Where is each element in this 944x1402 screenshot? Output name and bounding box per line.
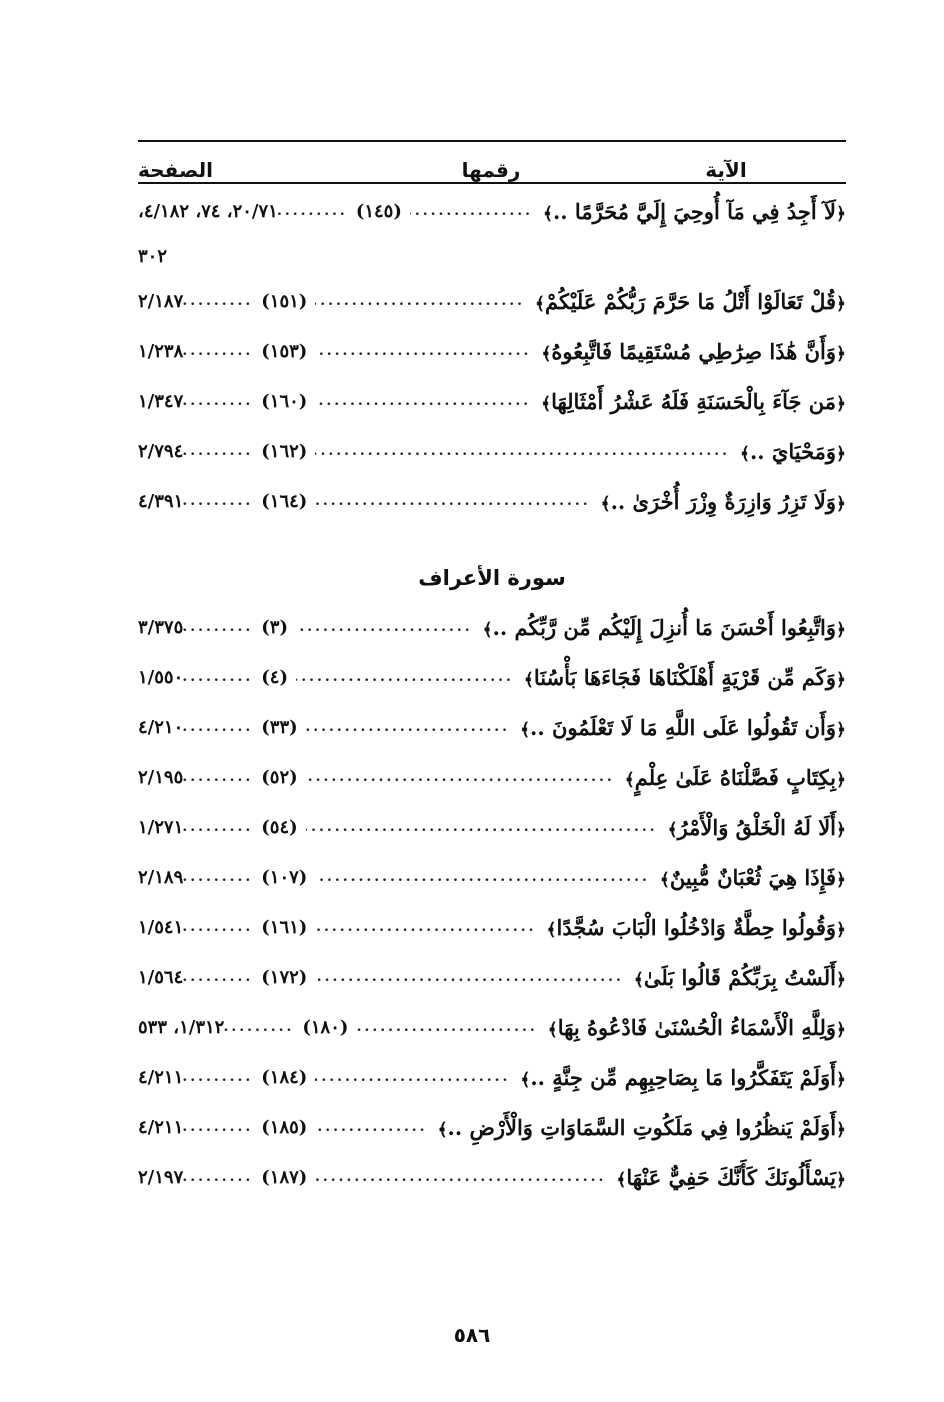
- verse-words: وَلَا تَزِرُ وَازِرَةٌ وِزْرَ أُخْرَىٰ ..: [610, 488, 837, 514]
- leader-dots: [306, 769, 615, 785]
- bracket-close-icon: ﴾: [624, 769, 635, 790]
- verse-number: (١٦٠): [261, 390, 308, 412]
- verse-words: وَاتَّبِعُوا أَحْسَنَ مَا أُنزِلَ إِلَيْكُم مِّن رَّبِّكُم ..: [492, 614, 837, 640]
- verse-text: [473, 615, 846, 640]
- leader-dots: [315, 293, 525, 309]
- verse-number: (١٥٣): [261, 340, 308, 362]
- verse-number: (١٨٧): [261, 1166, 308, 1188]
- page-number: ٥٨٦: [453, 1323, 491, 1347]
- verse-text: [533, 199, 846, 224]
- page-reference: ٤/٢١١: [138, 1116, 184, 1138]
- bracket-open-icon: ﴿: [836, 869, 846, 890]
- verse-number: (١٦١): [261, 916, 308, 938]
- verse-words: قُلْ تَعَالَوْا أَتْلُ مَا حَرَّمَ رَبُّكُمْ عَلَيْكُمْ: [545, 288, 837, 314]
- bracket-close-icon: ﴾: [546, 919, 557, 940]
- verse-words: أَلَا لَهُ الْخَلْقُ وَالْأَمْرُ: [677, 814, 837, 840]
- page-reference: ٤/٢١١: [138, 1066, 184, 1088]
- verse-text: [531, 389, 846, 414]
- verse-text: [538, 1015, 846, 1040]
- bracket-open-icon: ﴿: [836, 1169, 846, 1190]
- bracket-open-icon: ﴿: [836, 769, 846, 790]
- verse-number: (٥٢): [261, 766, 298, 788]
- verse-text: [510, 715, 846, 740]
- leader-dots: [410, 203, 533, 219]
- bracket-open-icon: ﴿: [836, 203, 846, 224]
- index-row: [138, 1002, 846, 1052]
- index-row: [138, 476, 846, 526]
- header-page: الصفحة: [138, 158, 214, 182]
- verse-text: [606, 1165, 846, 1190]
- index-row: [138, 186, 846, 236]
- index-row: [138, 276, 846, 326]
- leader-dots: [183, 1069, 253, 1085]
- index-section: [138, 566, 846, 1202]
- leader-dots: [183, 393, 253, 409]
- verse-number: (١٦٤): [261, 490, 308, 512]
- bracket-close-icon: ﴾: [600, 493, 611, 514]
- bracket-close-icon: ﴾: [740, 443, 750, 464]
- bracket-open-icon: ﴿: [836, 493, 846, 514]
- bracket-open-icon: ﴿: [836, 919, 846, 940]
- leader-dots: [315, 1069, 510, 1085]
- header-verse: الآية: [705, 158, 747, 182]
- bracket-close-icon: ﴾: [541, 343, 552, 364]
- verse-text: [531, 339, 846, 364]
- page-reference: ١/٣٤٧: [138, 390, 184, 412]
- leader-dots: [183, 1119, 253, 1135]
- verse-number: (١٨٠): [302, 1016, 349, 1038]
- table-header: [138, 142, 846, 184]
- verse-text: [624, 965, 846, 990]
- verse-words: أَوَلَمْ يَنظُرُوا فِي مَلَكُوتِ السَّمَاوَاتِ وَالْأَرْضِ ..: [447, 1114, 837, 1140]
- leader-dots: [183, 1169, 253, 1185]
- leader-dots: [296, 669, 514, 685]
- bracket-open-icon: ﴿: [836, 393, 846, 414]
- leader-dots: [306, 719, 510, 735]
- bracket-close-icon: ﴾: [543, 203, 553, 224]
- index-row: [138, 802, 846, 852]
- leader-dots: [315, 969, 624, 985]
- verse-words: لَآ أَجِدُ فِي مَآ أُوحِيَ إِلَيَّ مُحَرَّمًا ..: [552, 198, 837, 224]
- surah-title: سورة الأعراف: [418, 566, 566, 590]
- bracket-open-icon: ﴿: [836, 1119, 846, 1140]
- bracket-close-icon: ﴾: [520, 719, 531, 740]
- verse-words: وَمَحْيَايَ ..: [749, 438, 837, 464]
- page-reference: ١/٢٣٨: [138, 340, 184, 362]
- leader-dots: [356, 1019, 537, 1035]
- page-reference: ٤/٣٩١: [138, 490, 184, 512]
- bracket-close-icon: ﴾: [541, 393, 552, 414]
- index-row: [138, 852, 846, 902]
- leader-dots: [183, 819, 253, 835]
- page-reference: ١/٥٦٤: [138, 966, 184, 988]
- verse-words: فَإِذَا هِيَ ثُعْبَانٌ مُّبِينٌ: [669, 864, 837, 890]
- leader-dots: [315, 493, 590, 509]
- bracket-close-icon: ﴾: [437, 1119, 448, 1140]
- verse-words: وَأَنَّ هَٰذَا صِرَٰطِي مُسْتَقِيمًا فَاتَّبِعُوهُ: [551, 338, 837, 364]
- verse-number: (٤): [261, 666, 288, 688]
- leader-dots: [183, 619, 253, 635]
- index-row: [138, 602, 846, 652]
- page-reference: ٣/٣٧٥: [138, 616, 184, 638]
- index-sections: [138, 186, 846, 1202]
- bracket-open-icon: ﴿: [836, 719, 846, 740]
- index-row: [138, 326, 846, 376]
- index-row: [138, 1152, 846, 1202]
- leader-dots: [183, 343, 253, 359]
- verse-text: [615, 765, 846, 790]
- verse-words: وَأَن تَقُولُوا عَلَى اللَّهِ مَا لَا تَعْلَمُونَ ..: [530, 714, 837, 740]
- verse-number: (١٥١): [261, 290, 308, 312]
- verse-number: (١٨٥): [261, 1116, 308, 1138]
- bracket-close-icon: ﴾: [547, 1019, 558, 1040]
- page-reference: ١/٣١٢، ٥٣٣: [138, 1016, 225, 1038]
- verse-text: [650, 865, 846, 890]
- bracket-open-icon: ﴿: [836, 293, 846, 314]
- leader-dots: [315, 869, 650, 885]
- page-reference: ١/٢٧١: [138, 816, 184, 838]
- verse-number: (١٨٤): [261, 1066, 308, 1088]
- bracket-open-icon: ﴿: [836, 619, 846, 640]
- verse-text: [514, 665, 846, 690]
- leader-dots: [183, 719, 253, 735]
- leader-dots: [296, 619, 473, 635]
- bracket-open-icon: ﴿: [836, 1069, 846, 1090]
- bracket-close-icon: ﴾: [633, 969, 644, 990]
- verse-number: (١٠٧): [261, 866, 308, 888]
- bracket-open-icon: ﴿: [836, 969, 846, 990]
- index-row: [138, 952, 846, 1002]
- verse-number: (٣): [261, 616, 288, 638]
- verse-text: [658, 815, 846, 840]
- bracket-close-icon: ﴾: [523, 669, 534, 690]
- verse-words: يَسْأَلُونَكَ كَأَنَّكَ حَفِيٌّ عَنْهَا: [626, 1164, 837, 1190]
- verse-text: [525, 289, 846, 314]
- page-reference: ٢٠/٧١، ٧٤، ٤/١٨٢،: [138, 200, 278, 222]
- verse-number: (١٤٥): [355, 200, 402, 222]
- page-reference: ٢/١٩٥: [138, 766, 184, 788]
- leader-dots: [183, 443, 253, 459]
- leader-dots: [315, 1119, 427, 1135]
- page-reference-continued: ٣٠٢: [138, 245, 168, 267]
- verse-text: [510, 1065, 846, 1090]
- leader-dots: [315, 919, 536, 935]
- index-row: [138, 376, 846, 426]
- index-row: [138, 426, 846, 476]
- leader-dots: [315, 393, 531, 409]
- verse-words: وَقُولُوا حِطَّةٌ وَادْخُلُوا الْبَابَ سُجَّدًا: [556, 914, 837, 940]
- leader-dots: [315, 1169, 606, 1185]
- header-number: رقمها: [461, 158, 521, 182]
- bracket-close-icon: ﴾: [659, 869, 670, 890]
- bracket-close-icon: ﴾: [482, 619, 493, 640]
- leader-dots: [183, 669, 253, 685]
- bracket-open-icon: ﴿: [836, 343, 846, 364]
- index-page: [138, 140, 846, 1202]
- index-row: [138, 902, 846, 952]
- page-reference: ٢/١٩٧: [138, 1166, 184, 1188]
- page-reference: ٢/١٨٧: [138, 290, 184, 312]
- page-reference: ٤/٢١٠: [138, 716, 184, 738]
- leader-dots: [315, 343, 531, 359]
- bracket-close-icon: ﴾: [520, 1069, 531, 1090]
- bracket-close-icon: ﴾: [616, 1169, 627, 1190]
- verse-words: مَن جَآءَ بِالْحَسَنَةِ فَلَهُ عَشْرُ أَمْثَالِهَا: [551, 388, 837, 414]
- index-row: [138, 652, 846, 702]
- verse-words: أَلَسْتُ بِرَبِّكُمْ قَالُوا بَلَىٰ: [643, 964, 837, 990]
- verse-words: أَوَلَمْ يَتَفَكَّرُوا مَا بِصَاحِبِهِم مِّن جِنَّةٍ ..: [530, 1064, 837, 1090]
- bracket-open-icon: ﴿: [836, 1019, 846, 1040]
- verse-text: [591, 489, 846, 514]
- verse-text: [537, 915, 846, 940]
- verse-number: (١٦٢): [261, 440, 308, 462]
- leader-dots: [183, 969, 253, 985]
- bracket-close-icon: ﴾: [535, 293, 545, 314]
- page-reference: ١/٥٥٠: [138, 666, 184, 688]
- index-section: [138, 186, 846, 526]
- verse-number: (٣٣): [261, 716, 298, 738]
- verse-words: وَكَم مِّن قَرْيَةٍ أَهْلَكْنَاهَا فَجَاءَهَا بَأْسُنَا: [533, 664, 837, 690]
- bracket-open-icon: ﴿: [836, 669, 846, 690]
- page-reference: ٢/٧٩٤: [138, 440, 184, 462]
- verse-words: وَلِلَّهِ الْأَسْمَاءُ الْحُسْنَىٰ فَادْعُوهُ بِهَا: [557, 1014, 837, 1040]
- leader-dots: [306, 819, 658, 835]
- leader-dots: [224, 1019, 294, 1035]
- index-row: [138, 1052, 846, 1102]
- leader-dots: [183, 769, 253, 785]
- leader-dots: [183, 869, 253, 885]
- leader-dots: [183, 493, 253, 509]
- leader-dots: [183, 919, 253, 935]
- page-reference: ٢/١٨٩: [138, 866, 184, 888]
- index-row: [138, 702, 846, 752]
- bracket-open-icon: ﴿: [836, 443, 846, 464]
- leader-dots: [278, 203, 348, 219]
- verse-words: بِكِتَابٍ فَصَّلْنَاهُ عَلَىٰ عِلْمٍ: [634, 764, 837, 790]
- index-row: [138, 752, 846, 802]
- leader-dots: [183, 293, 253, 309]
- verse-text: [730, 439, 846, 464]
- verse-number: (١٧٢): [261, 966, 308, 988]
- bracket-open-icon: ﴿: [836, 819, 846, 840]
- verse-text: [428, 1115, 846, 1140]
- leader-dots: [315, 443, 730, 459]
- page-reference: ١/٥٤١: [138, 916, 184, 938]
- index-row: [138, 1102, 846, 1152]
- verse-number: (٥٤): [261, 816, 298, 838]
- bracket-close-icon: ﴾: [667, 819, 678, 840]
